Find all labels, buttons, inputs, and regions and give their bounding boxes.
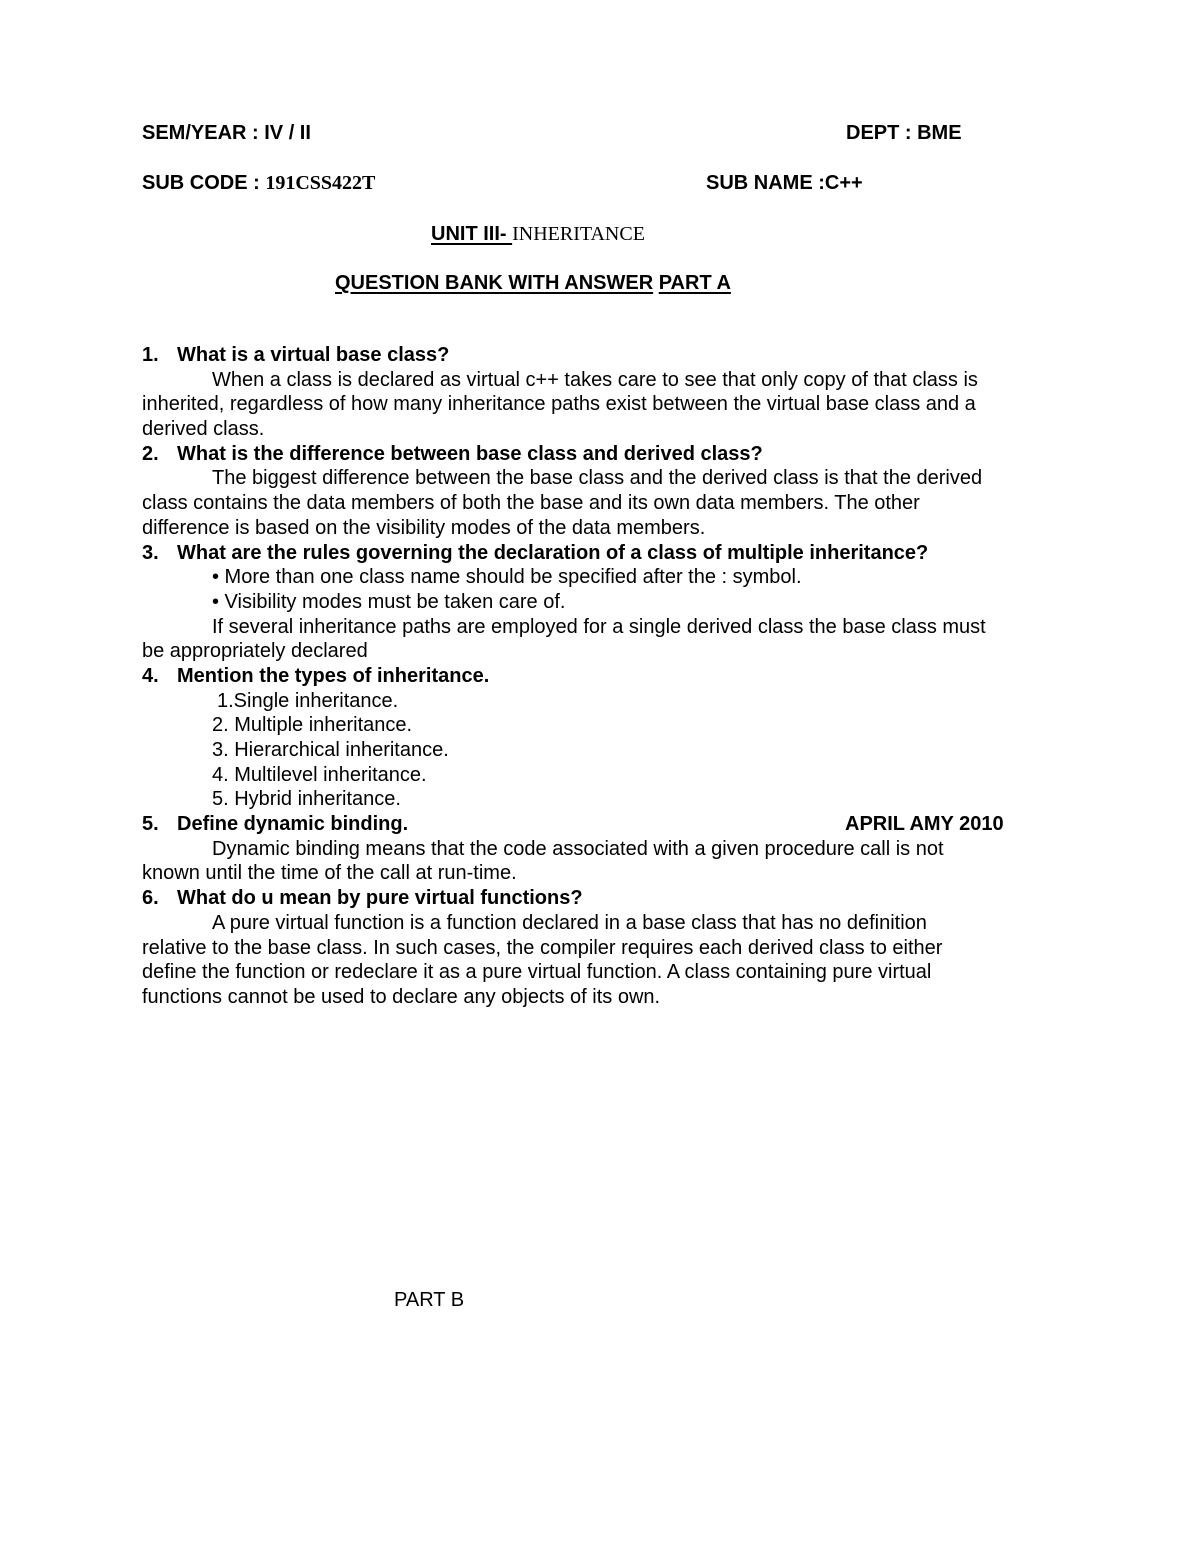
bullet-item: • Visibility modes must be taken care of. [212,590,566,613]
sub-code-value: 191CSS422T [265,172,376,194]
list-item: 2. Multiple inheritance. [212,714,413,737]
part-b-heading: PART B [394,1289,465,1311]
question-list [142,343,1062,1010]
list-item: 5. Hybrid inheritance. [212,788,401,811]
question-bank-heading [335,271,731,296]
list-item: 1.Single inheritance. [217,689,399,712]
sub-code-label: SUB CODE : [142,172,266,194]
sub-code [142,171,375,196]
question-6: 6. What do u mean by pure virtual functions? [142,887,583,910]
part-a-label: PART A [658,272,731,294]
answer-line: define the function or redeclare it as a pure virtual function. A class containing pure virtual [142,961,932,984]
answer-line: derived class. [142,418,265,441]
unit-label: UNIT III- [431,223,513,245]
answer-line: class contains the data members of both the base and its own data members. The other [142,492,920,515]
answer-line: inherited, regardless of how many inheritance paths exist between the virtual base class and a [142,393,976,416]
list-item: 3. Hierarchical inheritance. [212,739,449,761]
answer-line: When a class is declared as virtual c++ takes care to see that only copy of that class is [212,368,978,391]
exam-note: APRIL AMY 2010 [845,813,1004,836]
answer-line: be appropriately declared [142,640,368,663]
answer-line: relative to the base class. In such cases, the compiler requires each derived class to either [142,936,943,959]
bank-title: QUESTION BANK WITH ANSWER [335,272,654,294]
answer-line: difference is based on the visibility modes of the data members. [142,516,706,539]
answer-line: Dynamic binding means that the code associated with a given procedure call is not [212,837,944,860]
sem-year: SEM/YEAR : IV / II [142,122,311,144]
sub-name: SUB NAME :C++ [706,172,863,194]
answer-line: If several inheritance paths are employed for a single derived class the base class must [212,615,986,638]
unit-title: INHERITANCE [512,223,645,245]
answer-line: functions cannot be used to declare any objects of its own. [142,985,661,1008]
answer-line: The biggest difference between the base class and the derived class is that the derived [212,467,983,490]
list-item: 4. Multilevel inheritance. [212,763,427,786]
question-2: 2. What is the difference between base class and derived class? [142,442,763,465]
question-5: 5. Define dynamic binding. APRIL AMY 2010 [142,813,1004,836]
question-1: 1. What is a virtual base class? [142,344,450,366]
dept: DEPT : BME [846,122,962,144]
unit-heading [431,222,645,247]
answer-line: A pure virtual function is a function declared in a base class that has no definition [212,911,927,934]
question-4: 4. Mention the types of inheritance. [142,664,490,687]
bullet-item: • More than one class name should be specified after the : symbol. [212,566,802,589]
answer-line: known until the time of the call at run-time. [142,862,517,885]
question-3: 3. What are the rules governing the declaration of a class of multiple inheritance? [142,541,929,564]
